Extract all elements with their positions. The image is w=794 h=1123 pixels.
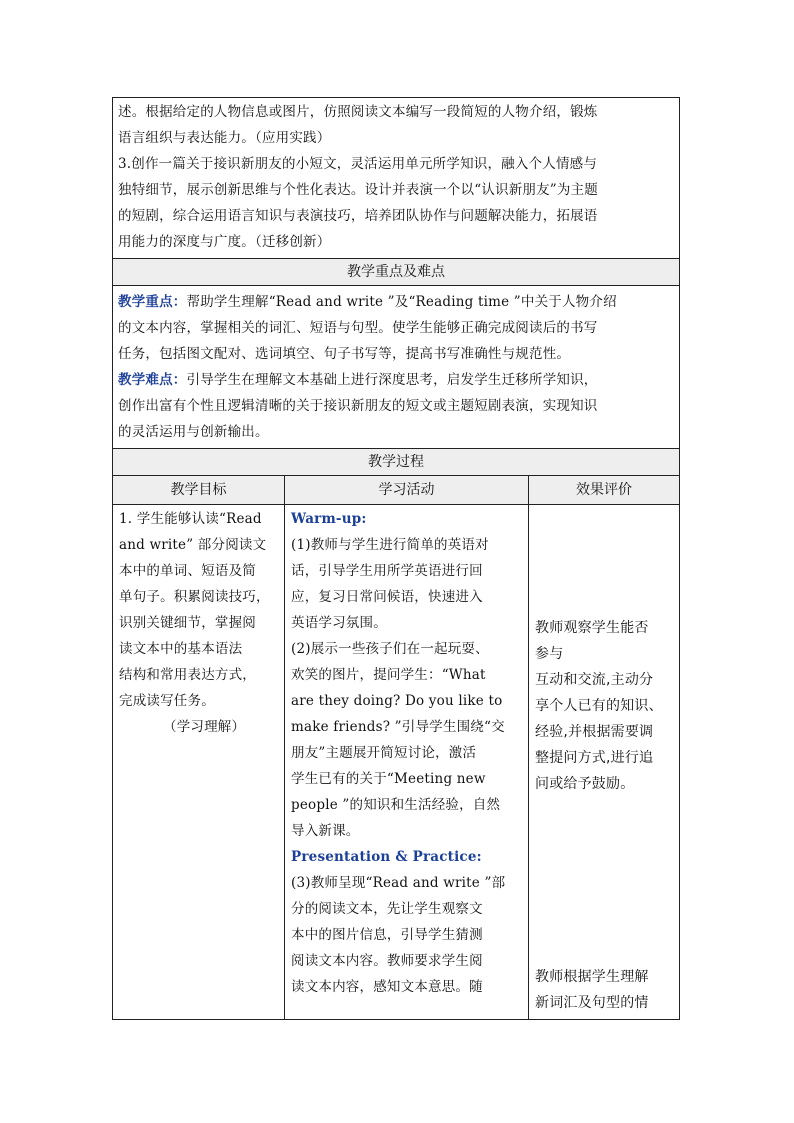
evaluation-line: 参与 [535,646,564,662]
evaluation-text-2 [535,964,677,1016]
activity-line: 阅读文本内容。教师要求学生阅 [291,953,483,969]
activity-line: are they doing? Do you like to [291,693,503,709]
focus-line: 的文本内容，掌握相关的词汇、短语与句型。使学生能够正确完成阅读后的书写 [118,320,598,336]
objective-line: 本中的单词、短语及简 [119,563,256,579]
objective-line: 完成读写任务。 [119,693,215,709]
activity-line: 朋友”主题展开简短讨论，激活 [291,745,477,761]
evaluation-line: 享个人已有的知识、 [535,698,663,714]
evaluation-line: 问或给予鼓励。 [535,776,635,792]
focus-line: 任务，包括图文配对、选词填空、句子书写等，提高书写准确性与规范性。 [118,346,571,362]
warmup-heading: Warm-up: [291,511,367,527]
activities-text [291,506,525,1000]
objective-line: 结构和常用表达方式， [119,667,256,683]
difficulty-line: 的灵活运用与创新输出。 [118,424,269,440]
key-points-text [118,289,674,445]
column-header-objectives: 教学目标 [112,475,285,505]
objective-line: 1. 学生能够认读“Read [119,511,262,527]
objective-text [119,506,281,740]
activity-line: 本中的图片信息，引导学生猜测 [291,927,483,943]
objectives-line: 3.创作一篇关于接识新朋友的小短文，灵活运用单元所学知识，融入个人情感与 [118,156,598,172]
column-header-evaluation: 效果评价 [528,475,680,505]
evaluation-line: 互动和交流,主动分 [535,672,654,688]
activity-line: 应，复习日常问候语，快速进入 [291,589,483,605]
activity-line: 话，引导学生用所学英语进行回 [291,563,483,579]
objective-line: 单句子。积累阅读技巧， [119,589,270,605]
objectives-line: 独特细节，展示创新思维与个性化表达。设计并表演一个以“认识新朋友”为主题 [118,182,599,198]
presentation-heading: Presentation & Practice: [291,849,482,865]
focus-label: 教学重点： [118,294,187,310]
objective-line: 识别关键细节，掌握阅 [119,615,256,631]
process-title: 教学过程 [368,454,424,470]
key-points-title: 教学重点及难点 [347,264,445,280]
objectives-text [118,99,674,255]
column-header-activities: 学习活动 [284,475,529,505]
key-points-header [112,258,680,286]
difficulty-line: 引导学生在理解文本基础上进行深度思考，启发学生迁移所学知识， [186,372,598,388]
objectives-line: 的短剧，综合运用语言知识与表演技巧，培养团队协作与问题解决能力，拓展语 [118,208,598,224]
objectives-line: 语言组织与表达能力。（应用实践） [118,130,331,146]
difficulty-label: 教学难点： [118,372,187,388]
activity-line: 英语学习氛围。 [291,615,387,631]
activity-line: 分的阅读文本，先让学生观察文 [291,901,483,917]
focus-line: 帮助学生理解“Read and write ”及“Reading time ”中关于人物介绍 [186,294,617,310]
objective-line: 读文本中的基本语法 [119,641,243,657]
evaluation-line: 教师根据学生理解 [535,969,649,985]
evaluation-line: 整提问方式,进行追 [535,750,654,766]
activity-line: people ”的知识和生活经验，自然 [291,797,501,813]
evaluation-line: 教师观察学生能否 [535,620,649,636]
difficulty-line: 创作出富有个性且逻辑清晰的关于接识新朋友的短文或主题短剧表演，实现知识 [118,398,598,414]
objectives-line: 用能力的深度与广度。（迁移创新） [118,234,331,250]
evaluation-text-1 [535,615,677,797]
objective-line: （学习理解） [163,719,246,735]
activity-line: (1)教师与学生进行简单的英语对 [291,537,489,553]
objectives-line: 述。根据给定的人物信息或图片，仿照阅读文本编写一段简短的人物介绍，锻炼 [118,104,598,120]
activity-line: (2)展示一些孩子们在一起玩耍、 [291,641,489,657]
activity-line: (3)教师呈现“Read and write ”部 [291,875,506,891]
activity-line: make friends? ”引导学生围绕“交 [291,719,505,735]
activity-line: 导入新课。 [291,823,360,839]
process-header [112,448,680,476]
activity-line: 欢笑的图片，提问学生：“What [291,667,486,683]
activity-line: 读文本内容，感知文本意思。随 [291,979,483,995]
evaluation-line: 新词汇及句型的情 [535,995,649,1011]
activity-line: 学生已有的关于“Meeting new [291,771,486,787]
objective-line: and write” 部分阅读文 [119,537,267,553]
evaluation-line: 经验,并根据需要调 [535,724,654,740]
